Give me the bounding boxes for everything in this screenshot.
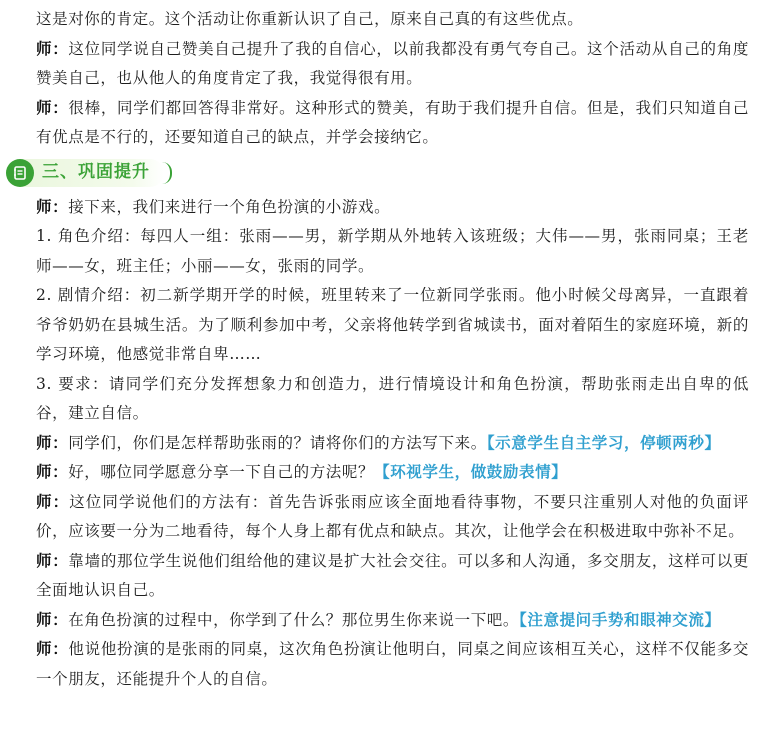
paragraph-text: 好，哪位同学愿意分享一下自己的方法呢？ — [68, 463, 375, 481]
speaker-label: 师： — [36, 551, 69, 570]
numbered-item-2 — [36, 281, 749, 370]
paragraph-continuation — [36, 5, 749, 35]
teacher-paragraph — [36, 94, 749, 153]
speaker-label: 师： — [36, 640, 69, 658]
teacher-paragraph — [36, 488, 749, 547]
paragraph-text: 在角色扮演的过程中，你学到了什么？那位男生你来说一下吧。 — [68, 610, 520, 629]
section-header — [6, 156, 749, 190]
paragraph-text: 这是对你的肯定。这个活动让你重新认识了自己，原来自己真的有这些优点。 — [36, 10, 584, 28]
teacher-paragraph — [36, 547, 749, 606]
teacher-paragraph — [36, 635, 749, 694]
paragraph-text: 他说他扮演的是张雨的同桌，这次角色扮演让他明白，同桌之间应该相互关心，这样不仅能多交一个朋友，还能提升个人的自信。 — [36, 640, 750, 688]
paragraph-text: 1. 角色介绍：每四人一组：张雨——男，新学期从外地转入该班级；大伟——男，张雨同桌；王老师——女，班主任；小丽——女，张雨的同学。 — [36, 227, 749, 275]
paragraph-text: 这位同学说他们的方法有：首先告诉张雨应该全面地看待事物，不要只注重别人对他的负面评价，应该要一分为二地看待，每个人身上都有优点和缺点。其次，让他学会在积极进取中弥补不足。 — [36, 492, 749, 540]
speaker-label: 师： — [36, 463, 69, 481]
teacher-paragraph — [36, 193, 749, 223]
paragraph-text: 2. 剧情介绍：初二新学期开学的时候，班里转来了一位新同学张雨。他小时候父母离异，一直跟着爷爷奶奶在县城生活。为了顺利参加中考，父亲将他转学到省城读书，面对着陌生的家庭环境，新的学习环境，他感觉非常自卑…… — [36, 286, 749, 363]
teacher-paragraph — [36, 429, 749, 459]
numbered-item-3 — [36, 370, 749, 429]
paragraph-text: 靠墙的那位学生说他们组给他的建议是扩大社会交往。可以多和人沟通，多交朋友，这样可以更全面地认识自己。 — [36, 551, 750, 599]
stage-direction-note: 【环视学生，做鼓励表情】 — [374, 463, 568, 481]
speaker-label: 师： — [36, 610, 69, 629]
teacher-paragraph — [36, 458, 749, 488]
speaker-label: 师： — [36, 433, 69, 452]
paragraph-text: 3. 要求：请同学们充分发挥想象力和创造力，进行情境设计和角色扮演，帮助张雨走出自卑的低谷，建立自信。 — [36, 374, 749, 422]
notebook-icon — [6, 159, 34, 187]
section-decoration — [160, 162, 172, 184]
speaker-label: 师： — [36, 98, 69, 117]
numbered-item-1 — [36, 222, 749, 281]
section-title: 三、巩固提升 — [42, 161, 150, 182]
stage-direction-note: 【示意学生自主学习，停顿两秒】 — [486, 433, 721, 452]
teacher-paragraph — [36, 35, 749, 94]
speaker-label: 师： — [36, 197, 69, 216]
section-header-bar — [6, 159, 164, 187]
speaker-label: 师： — [36, 39, 69, 58]
paragraph-text: 接下来，我们来进行一个角色扮演的小游戏。 — [68, 197, 391, 216]
teacher-paragraph — [36, 606, 749, 636]
paragraph-text: 很棒，同学们都回答得非常好。这种形式的赞美，有助于我们提升自信。但是，我们只知道自己有优点是不行的，还要知道自己的缺点，并学会接纳它。 — [36, 98, 750, 146]
stage-direction-note: 【注意提问手势和眼神交流】 — [519, 610, 721, 629]
paragraph-text: 这位同学说自己赞美自己提升了我的自信心，以前我都没有勇气夸自己。这个活动从自己的角度赞美自己，也从他人的角度肯定了我，我觉得很有用。 — [36, 39, 750, 87]
speaker-label: 师： — [36, 492, 70, 511]
paragraph-text: 同学们，你们是怎样帮助张雨的？请将你们的方法写下来。 — [68, 433, 487, 452]
